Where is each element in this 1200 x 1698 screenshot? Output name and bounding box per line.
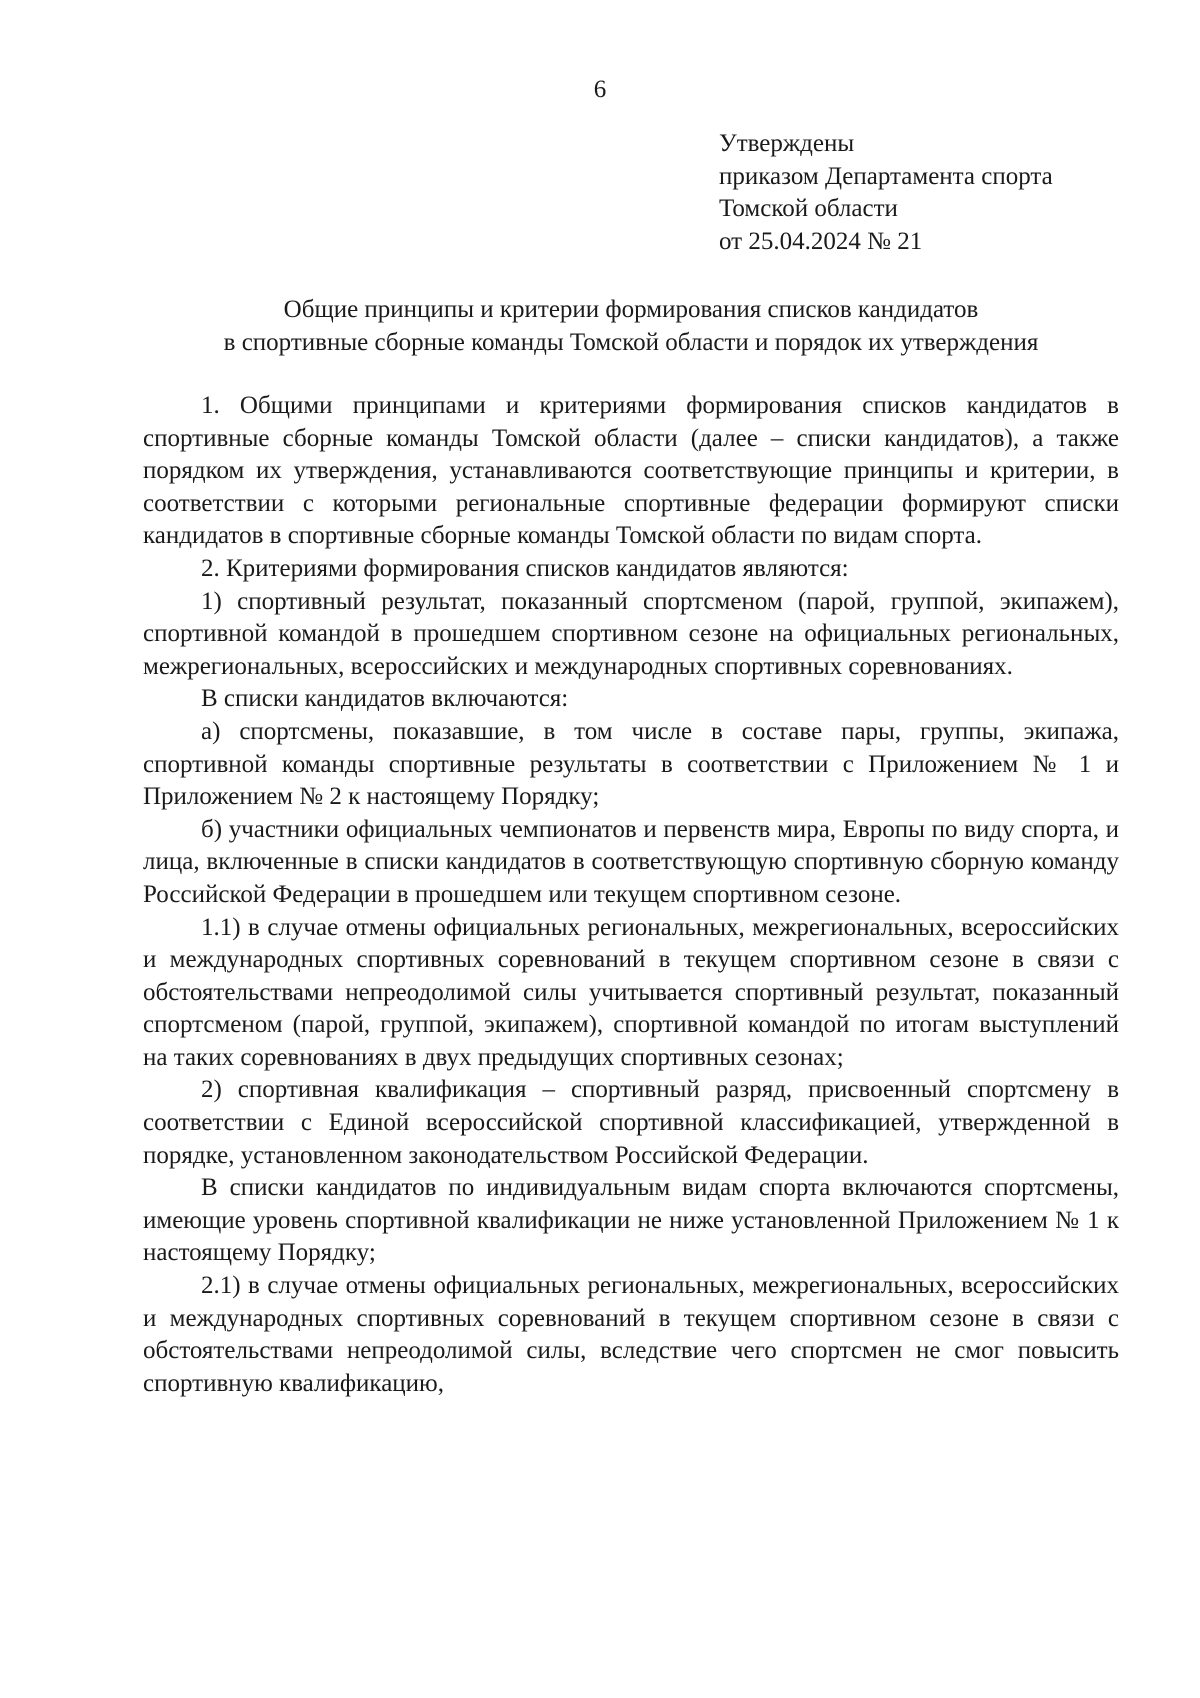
title-line: в спортивные сборные команды Томской области и порядок их утверждения [223, 328, 1039, 356]
paragraph-item-a: а) спортсмены, показавшие, в том числе в составе пары, группы, экипажа, спортивной команды спортивные результаты в соответствии с Приложением № 1 и Приложением № 2 к настоящему Порядку; [143, 717, 1119, 811]
title-line: Общие принципы и критерии формирования списков кандидатов [283, 296, 979, 323]
approval-line: приказом Департамента спорта [719, 162, 1053, 190]
page-number: 6 [593, 76, 607, 103]
paragraph-2-1: 2.1) в случае отмены официальных региональных, межрегиональных, всероссийских и международных спортивных соревнований в текущем спортивном сезоне в связи с обстоятельствами непреодолимой силы, вследствие чего спортсмен не смог повысить спортивную квалификацию, [143, 1272, 1119, 1397]
approval-line: Томской области [719, 195, 898, 222]
paragraph-1-1: 1.1) в случае отмены официальных региональных, межрегиональных, всероссийских и международных спортивных соревнований в текущем спортивном сезоне в связи с обстоятельствами непреодолимой силы учитывается спортивный результат, показанный спортсменом (парой, группой, экипажем), спортивной командой по итогам выступлений на таких соревнованиях в двух предыдущих спортивных сезонах; [143, 913, 1119, 1071]
paragraph-1: 1. Общими принципами и критериями формирования списков кандидатов в спортивные сборные команды Томской области (далее – списки кандидатов), а также порядком их утверждения, устанавливаются соответствующие принципы и критерии, в соответствии с которыми региональные спортивные федерации формируют списки кандидатов в спортивные сборные команды Томской области по видам спорта. [143, 392, 1119, 550]
document-title [143, 294, 1119, 359]
paragraph-2: 2. Критериями формирования списков кандидатов являются: [201, 554, 849, 582]
approval-date-number: от 25.04.2024 № 21 [719, 227, 923, 255]
paragraph-criterion-2: 2) спортивная квалификация – спортивный разряд, присвоенный спортсмену в соответствии с Единой всероссийской спортивной классификацией, утвержденной в порядке, установленном законодательством Российской Федерации. [143, 1076, 1119, 1169]
paragraph-criterion-1: 1) спортивный результат, показанный спортсменом (парой, группой, экипажем), спортивной командой в прошедшем спортивном сезоне на официальных региональных, межрегиональных, всероссийских и международных спортивных соревнованиях. [143, 587, 1119, 680]
document-body [143, 390, 1119, 1400]
paragraph-item-b: б) участники официальных чемпионатов и первенств мира, Европы по виду спорта, и лица, включенные в списки кандидатов в соответствующую спортивную сборную команду Российской Федерации в прошедшем или текущем спортивном сезоне. [143, 815, 1119, 908]
approval-block [719, 128, 1053, 258]
paragraph-individual-sports: В списки кандидатов по индивидуальным видам спорта включаются спортсмены, имеющие уровень спортивной квалификации не ниже установленной Приложением № 1 к настоящему Порядку; [143, 1174, 1119, 1267]
paragraph-included: В списки кандидатов включаются: [201, 685, 569, 713]
approval-line: Утверждены [719, 130, 855, 157]
